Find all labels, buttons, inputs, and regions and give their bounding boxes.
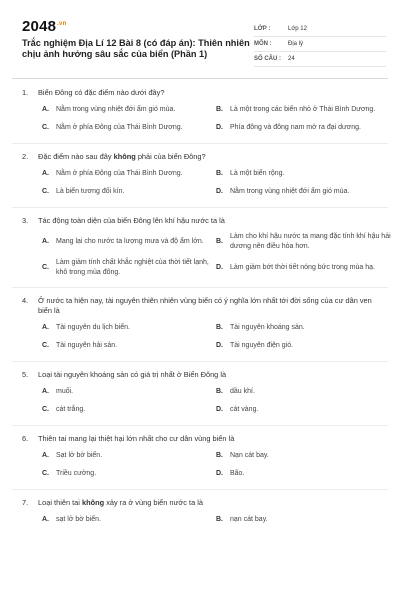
answer-letter: B. bbox=[216, 238, 223, 245]
meta-table bbox=[254, 22, 386, 67]
answer-option[interactable] bbox=[216, 340, 392, 352]
answer-text: Sạt lở bờ biển. bbox=[56, 452, 103, 459]
answer-option[interactable] bbox=[216, 450, 392, 462]
answer-letter: C. bbox=[42, 470, 49, 477]
question-body bbox=[38, 498, 380, 508]
answer-option[interactable] bbox=[42, 514, 212, 526]
answer-text: dầu khí. bbox=[230, 388, 255, 395]
question-divider bbox=[12, 207, 388, 208]
answer-text: Là một trong các biển nhỏ ở Thái Bình Dương. bbox=[230, 106, 376, 113]
question-body bbox=[38, 216, 380, 226]
question-text bbox=[12, 370, 388, 380]
answer-text: Tài nguyên du lịch biển. bbox=[56, 324, 130, 331]
answer-text: Tài nguyên hải sản. bbox=[56, 342, 118, 349]
answer-option[interactable] bbox=[216, 168, 392, 180]
answer-letter: A. bbox=[42, 388, 49, 395]
question-text bbox=[12, 152, 388, 162]
answer-text: Làm giảm bớt thời tiết nóng bức trong mùa hạ. bbox=[230, 264, 375, 271]
answer-letter: B. bbox=[216, 388, 223, 395]
answer-letter: B. bbox=[216, 170, 223, 177]
answer-text: Bão. bbox=[230, 470, 245, 477]
question-item bbox=[12, 152, 388, 208]
answer-option[interactable] bbox=[216, 122, 392, 134]
question-body-text: Tác động toàn diện của biển Đông lên khí hậu nước ta là bbox=[38, 216, 225, 225]
answer-text: Làm giảm tính chất khắc nghiệt của thời tiết lạnh, khô trong mùa đông. bbox=[56, 259, 209, 276]
question-divider bbox=[12, 287, 388, 288]
answer-letter: B. bbox=[216, 516, 223, 523]
answer-letter: C. bbox=[42, 264, 49, 271]
answer-letter: B. bbox=[216, 106, 223, 113]
answer-text: sạt lở bờ biển. bbox=[56, 516, 101, 523]
question-text bbox=[12, 88, 388, 98]
document-page bbox=[12, 10, 391, 600]
answer-letter: C. bbox=[42, 406, 49, 413]
question-body-text: xảy ra ở vùng biển nước ta là bbox=[104, 498, 204, 507]
question-list bbox=[12, 88, 391, 526]
answer-letter: A. bbox=[42, 516, 49, 523]
question-item bbox=[12, 434, 388, 490]
meta-key: MÔN : bbox=[254, 41, 272, 47]
answer-letter: A. bbox=[42, 238, 49, 245]
answer-option[interactable] bbox=[42, 322, 212, 334]
answer-option[interactable] bbox=[216, 322, 392, 334]
answer-text: nạn cát bay. bbox=[230, 516, 268, 523]
question-text bbox=[12, 434, 388, 444]
question-text bbox=[12, 498, 388, 508]
question-divider bbox=[12, 361, 388, 362]
question-item bbox=[12, 216, 391, 288]
answer-letter: B. bbox=[216, 452, 223, 459]
answer-letter: A. bbox=[42, 452, 49, 459]
answer-letter: C. bbox=[42, 188, 49, 195]
answer-text: Nạn cát bay. bbox=[230, 452, 269, 459]
question-body-text: Loại thiên tai bbox=[38, 498, 82, 507]
answer-grid bbox=[12, 104, 388, 134]
question-divider bbox=[12, 143, 388, 144]
question-text bbox=[12, 296, 388, 316]
question-body bbox=[38, 88, 380, 98]
answer-letter: C. bbox=[42, 124, 49, 131]
question-item bbox=[12, 296, 388, 362]
header-divider bbox=[12, 78, 388, 79]
question-body bbox=[38, 296, 380, 316]
answer-option[interactable] bbox=[216, 258, 392, 278]
question-number: 4. bbox=[22, 296, 29, 305]
answer-option[interactable] bbox=[216, 232, 392, 252]
answer-option[interactable] bbox=[42, 104, 212, 116]
answer-option[interactable] bbox=[42, 404, 212, 416]
answer-text: Tài nguyên khoáng sản. bbox=[230, 324, 305, 331]
question-number: 1. bbox=[22, 88, 29, 97]
answer-grid bbox=[12, 232, 391, 278]
answer-text: Triều cường. bbox=[56, 470, 97, 477]
question-divider bbox=[12, 425, 388, 426]
question-body bbox=[38, 434, 380, 444]
meta-key: LỚP : bbox=[254, 26, 271, 32]
answer-option[interactable] bbox=[42, 168, 212, 180]
meta-value: 24 bbox=[288, 56, 295, 62]
answer-option[interactable] bbox=[42, 186, 212, 198]
answer-text: Là một biển rộng. bbox=[230, 170, 285, 177]
question-item bbox=[12, 498, 388, 526]
question-body-text: Biển Đông có đặc điểm nào dưới đây? bbox=[38, 88, 165, 97]
answer-text: muối. bbox=[56, 388, 74, 395]
answer-text: Nằm trong vùng nhiệt đới ẩm gió mùa. bbox=[230, 188, 350, 195]
answer-option[interactable] bbox=[42, 450, 212, 462]
answer-text: Tài nguyên điện gió. bbox=[230, 342, 294, 349]
answer-option[interactable] bbox=[42, 386, 212, 398]
answer-letter: A. bbox=[42, 324, 49, 331]
answer-letter: C. bbox=[42, 342, 49, 349]
question-emphasis: không bbox=[81, 498, 105, 507]
question-number: 2. bbox=[22, 152, 29, 161]
question-body-text: Thiên tai mang lại thiệt hại lớn nhất cho cư dân vùng biển là bbox=[38, 434, 235, 443]
question-number: 6. bbox=[22, 434, 29, 443]
meta-key: SỐ CÂU : bbox=[254, 56, 281, 62]
question-divider bbox=[12, 489, 388, 490]
answer-option[interactable] bbox=[216, 386, 392, 398]
meta-row-count bbox=[254, 52, 386, 67]
question-body bbox=[38, 370, 380, 380]
answer-option[interactable] bbox=[42, 468, 212, 480]
question-body-text: Ở nước ta hiện nay, tài nguyên thiên nhiên vùng biển có ý nghĩa lớn nhất tới đời sống của cư dân ven biển là bbox=[38, 296, 372, 315]
question-body-text: phải của biển Đông? bbox=[135, 152, 206, 161]
site-logo[interactable]: $2048^{.vn}$ bbox=[22, 18, 67, 35]
answer-text: Là biển tương đối kín. bbox=[56, 188, 125, 195]
meta-value: Địa lý bbox=[288, 41, 304, 47]
answer-option[interactable] bbox=[42, 122, 212, 134]
answer-grid bbox=[12, 450, 388, 480]
answer-option[interactable] bbox=[42, 340, 212, 352]
answer-text: cát trắng. bbox=[56, 406, 86, 413]
question-number: 3. bbox=[22, 216, 29, 225]
answer-text: Mang lại cho nước ta lượng mưa và độ ẩm lớn. bbox=[56, 238, 204, 245]
answer-text: Phía đông và đông nam mở ra đại dương. bbox=[230, 124, 362, 131]
question-body bbox=[38, 152, 380, 162]
answer-letter: D. bbox=[216, 264, 223, 271]
document-header bbox=[12, 10, 388, 72]
document-title: Trắc nghiệm Địa Lí 12 Bài 8 (có đáp án): Thiên nhiên chịu ảnh hưởng sâu sắc của biển (Phần 1) bbox=[22, 38, 250, 59]
answer-option[interactable] bbox=[216, 404, 392, 416]
question-item bbox=[12, 370, 388, 426]
question-number: 5. bbox=[22, 370, 29, 379]
answer-letter: D. bbox=[216, 470, 223, 477]
answer-grid bbox=[12, 322, 388, 352]
answer-text: cát vàng. bbox=[230, 406, 259, 413]
answer-option[interactable] bbox=[42, 232, 212, 252]
answer-letter: A. bbox=[42, 106, 49, 113]
answer-letter: A. bbox=[42, 170, 49, 177]
answer-text: Nằm ở phía Đông của Thái Bình Dương. bbox=[56, 170, 183, 177]
answer-text: Làm cho khí hậu nước ta mang đặc tính khí hậu hải dương nên điều hòa hơn. bbox=[230, 233, 391, 250]
question-number: 7. bbox=[22, 498, 29, 507]
answer-option[interactable] bbox=[216, 104, 392, 116]
answer-letter: B. bbox=[216, 324, 223, 331]
answer-text: Nằm trong vùng nhiệt đới ẩm gió mùa. bbox=[56, 106, 176, 113]
answer-grid bbox=[12, 386, 388, 416]
question-emphasis: không bbox=[113, 152, 136, 161]
answer-grid bbox=[12, 514, 388, 526]
answer-grid bbox=[12, 168, 388, 198]
meta-value: Lớp 12 bbox=[288, 26, 307, 32]
answer-option[interactable] bbox=[42, 258, 212, 278]
question-text bbox=[12, 216, 388, 226]
answer-text: Nằm ở phía Đông của Thái Bình Dương. bbox=[56, 124, 183, 131]
answer-option[interactable] bbox=[216, 186, 392, 198]
answer-letter: D. bbox=[216, 188, 223, 195]
meta-row-grade bbox=[254, 22, 386, 37]
meta-row-subject bbox=[254, 37, 386, 52]
answer-option[interactable] bbox=[216, 468, 392, 480]
answer-letter: D. bbox=[216, 406, 223, 413]
question-item bbox=[12, 88, 388, 144]
question-body-text: Đặc điểm nào sau đây bbox=[38, 152, 114, 161]
question-body-text: Loại tài nguyên khoáng sản có giá trị nhất ở Biển Đông là bbox=[38, 370, 227, 379]
answer-letter: D. bbox=[216, 124, 223, 131]
answer-letter: D. bbox=[216, 342, 223, 349]
answer-option[interactable] bbox=[216, 514, 392, 526]
